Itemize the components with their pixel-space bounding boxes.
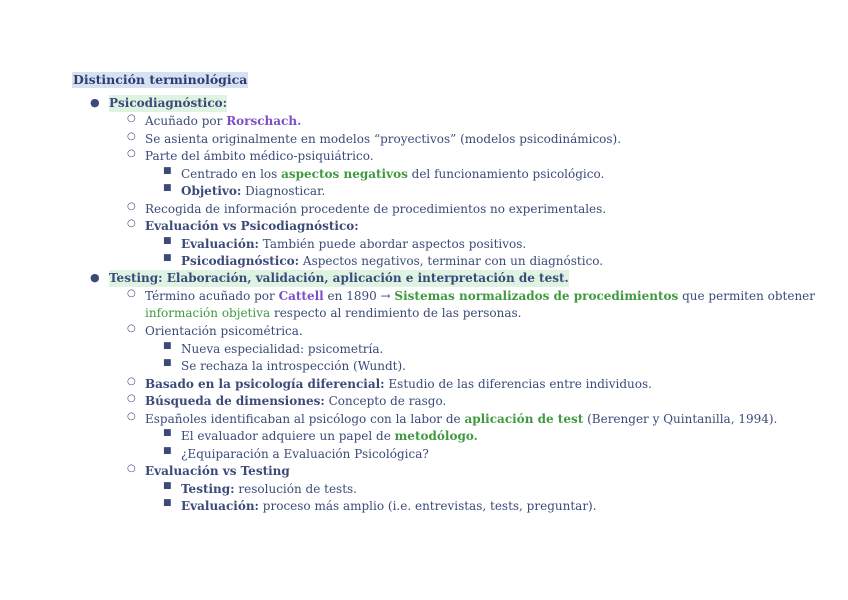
list-item: Búsqueda de dimensiones: Concepto de rasgo. <box>145 394 447 408</box>
bullet-level3: ■ <box>163 253 172 263</box>
bullet-level3: ■ <box>163 481 172 491</box>
list-item: ¿Equiparación a Evaluación Psicológica? <box>181 447 429 461</box>
bullet-level3: ■ <box>163 183 172 193</box>
list-item: Evaluación vs Testing <box>145 464 290 478</box>
bullet-level2: ○ <box>127 113 136 124</box>
highlight-aplicacion-de-test: aplicación de test <box>464 412 584 426</box>
list-item: Se asienta originalmente en modelos “proyectivos” (modelos psicodinámicos). <box>145 132 622 146</box>
list-item: Parte del ámbito médico-psiquiátrico. <box>145 149 374 163</box>
bullet-level3: ■ <box>163 166 172 176</box>
bullet-level2: ○ <box>127 288 136 299</box>
heading-psicodiagnostico: Psicodiagnóstico: <box>109 96 228 110</box>
list-item: Nueva especialidad: psicometría. <box>181 342 384 356</box>
list-item: Objetivo: Diagnosticar. <box>181 184 326 198</box>
bullet-level2: ○ <box>127 411 136 422</box>
list-item: Término acuñado por Cattell en 1890 → Sistemas normalizados de procedimientos que permiten obtener <box>145 289 816 303</box>
bullet-level2: ○ <box>127 393 136 404</box>
list-item: Españoles identificaban al psicólogo con la labor de aplicación de test (Berenger y Quintanilla, 1994). <box>145 412 778 426</box>
bullet-level2: ○ <box>127 218 136 229</box>
bullet-level2: ○ <box>127 323 136 334</box>
heading-testing: Testing: Elaboración, validación, aplicación e interpretación de test. <box>109 271 569 285</box>
list-item: Evaluación vs Psicodiagnóstico: <box>145 219 359 233</box>
list-item: El evaluador adquiere un papel de metodólogo. <box>181 429 478 443</box>
section-title: Distinción terminológica <box>73 72 248 87</box>
bullet-level2: ○ <box>127 131 136 142</box>
list-item-continuation: información objetiva respecto al rendimiento de las personas. <box>145 306 522 320</box>
list-item: Se rechaza la introspección (Wundt). <box>181 359 406 373</box>
bullet-level3: ■ <box>163 358 172 368</box>
list-item: Psicodiagnóstico: Aspectos negativos, terminar con un diagnóstico. <box>181 254 604 268</box>
bullet-level2: ○ <box>127 148 136 159</box>
bullet-level2: ○ <box>127 463 136 474</box>
name-rorschach: Rorschach. <box>226 114 302 128</box>
highlight-aspectos-negativos: aspectos negativos <box>281 167 408 181</box>
list-item: Evaluación: También puede abordar aspectos positivos. <box>181 237 527 251</box>
highlight-metodologo: metodólogo. <box>394 429 478 443</box>
highlight-sistemas: Sistemas normalizados de procedimientos <box>394 289 679 303</box>
list-item: Acuñado por Rorschach. <box>145 114 302 128</box>
bullet-level1: ● <box>90 96 100 109</box>
list-item: Evaluación: proceso más amplio (i.e. entrevistas, tests, preguntar). <box>181 499 597 513</box>
list-item: Recogida de información procedente de procedimientos no experimentales. <box>145 202 607 216</box>
list-item: Basado en la psicología diferencial: Estudio de las diferencias entre individuos. <box>145 377 652 391</box>
bullet-level3: ■ <box>163 428 172 438</box>
bullet-level1: ● <box>90 271 100 284</box>
bullet-level3: ■ <box>163 341 172 351</box>
bullet-level3: ■ <box>163 498 172 508</box>
bullet-level2: ○ <box>127 376 136 387</box>
bullet-level2: ○ <box>127 201 136 212</box>
list-item: Orientación psicométrica. <box>145 324 303 338</box>
highlight-informacion-objetiva: información objetiva <box>145 306 271 320</box>
list-item: Testing: resolución de tests. <box>181 482 357 496</box>
bullet-level3: ■ <box>163 236 172 246</box>
bullet-level3: ■ <box>163 446 172 456</box>
list-item: Centrado en los aspectos negativos del funcionamiento psicológico. <box>181 167 605 181</box>
name-cattell: Cattell <box>278 289 324 303</box>
